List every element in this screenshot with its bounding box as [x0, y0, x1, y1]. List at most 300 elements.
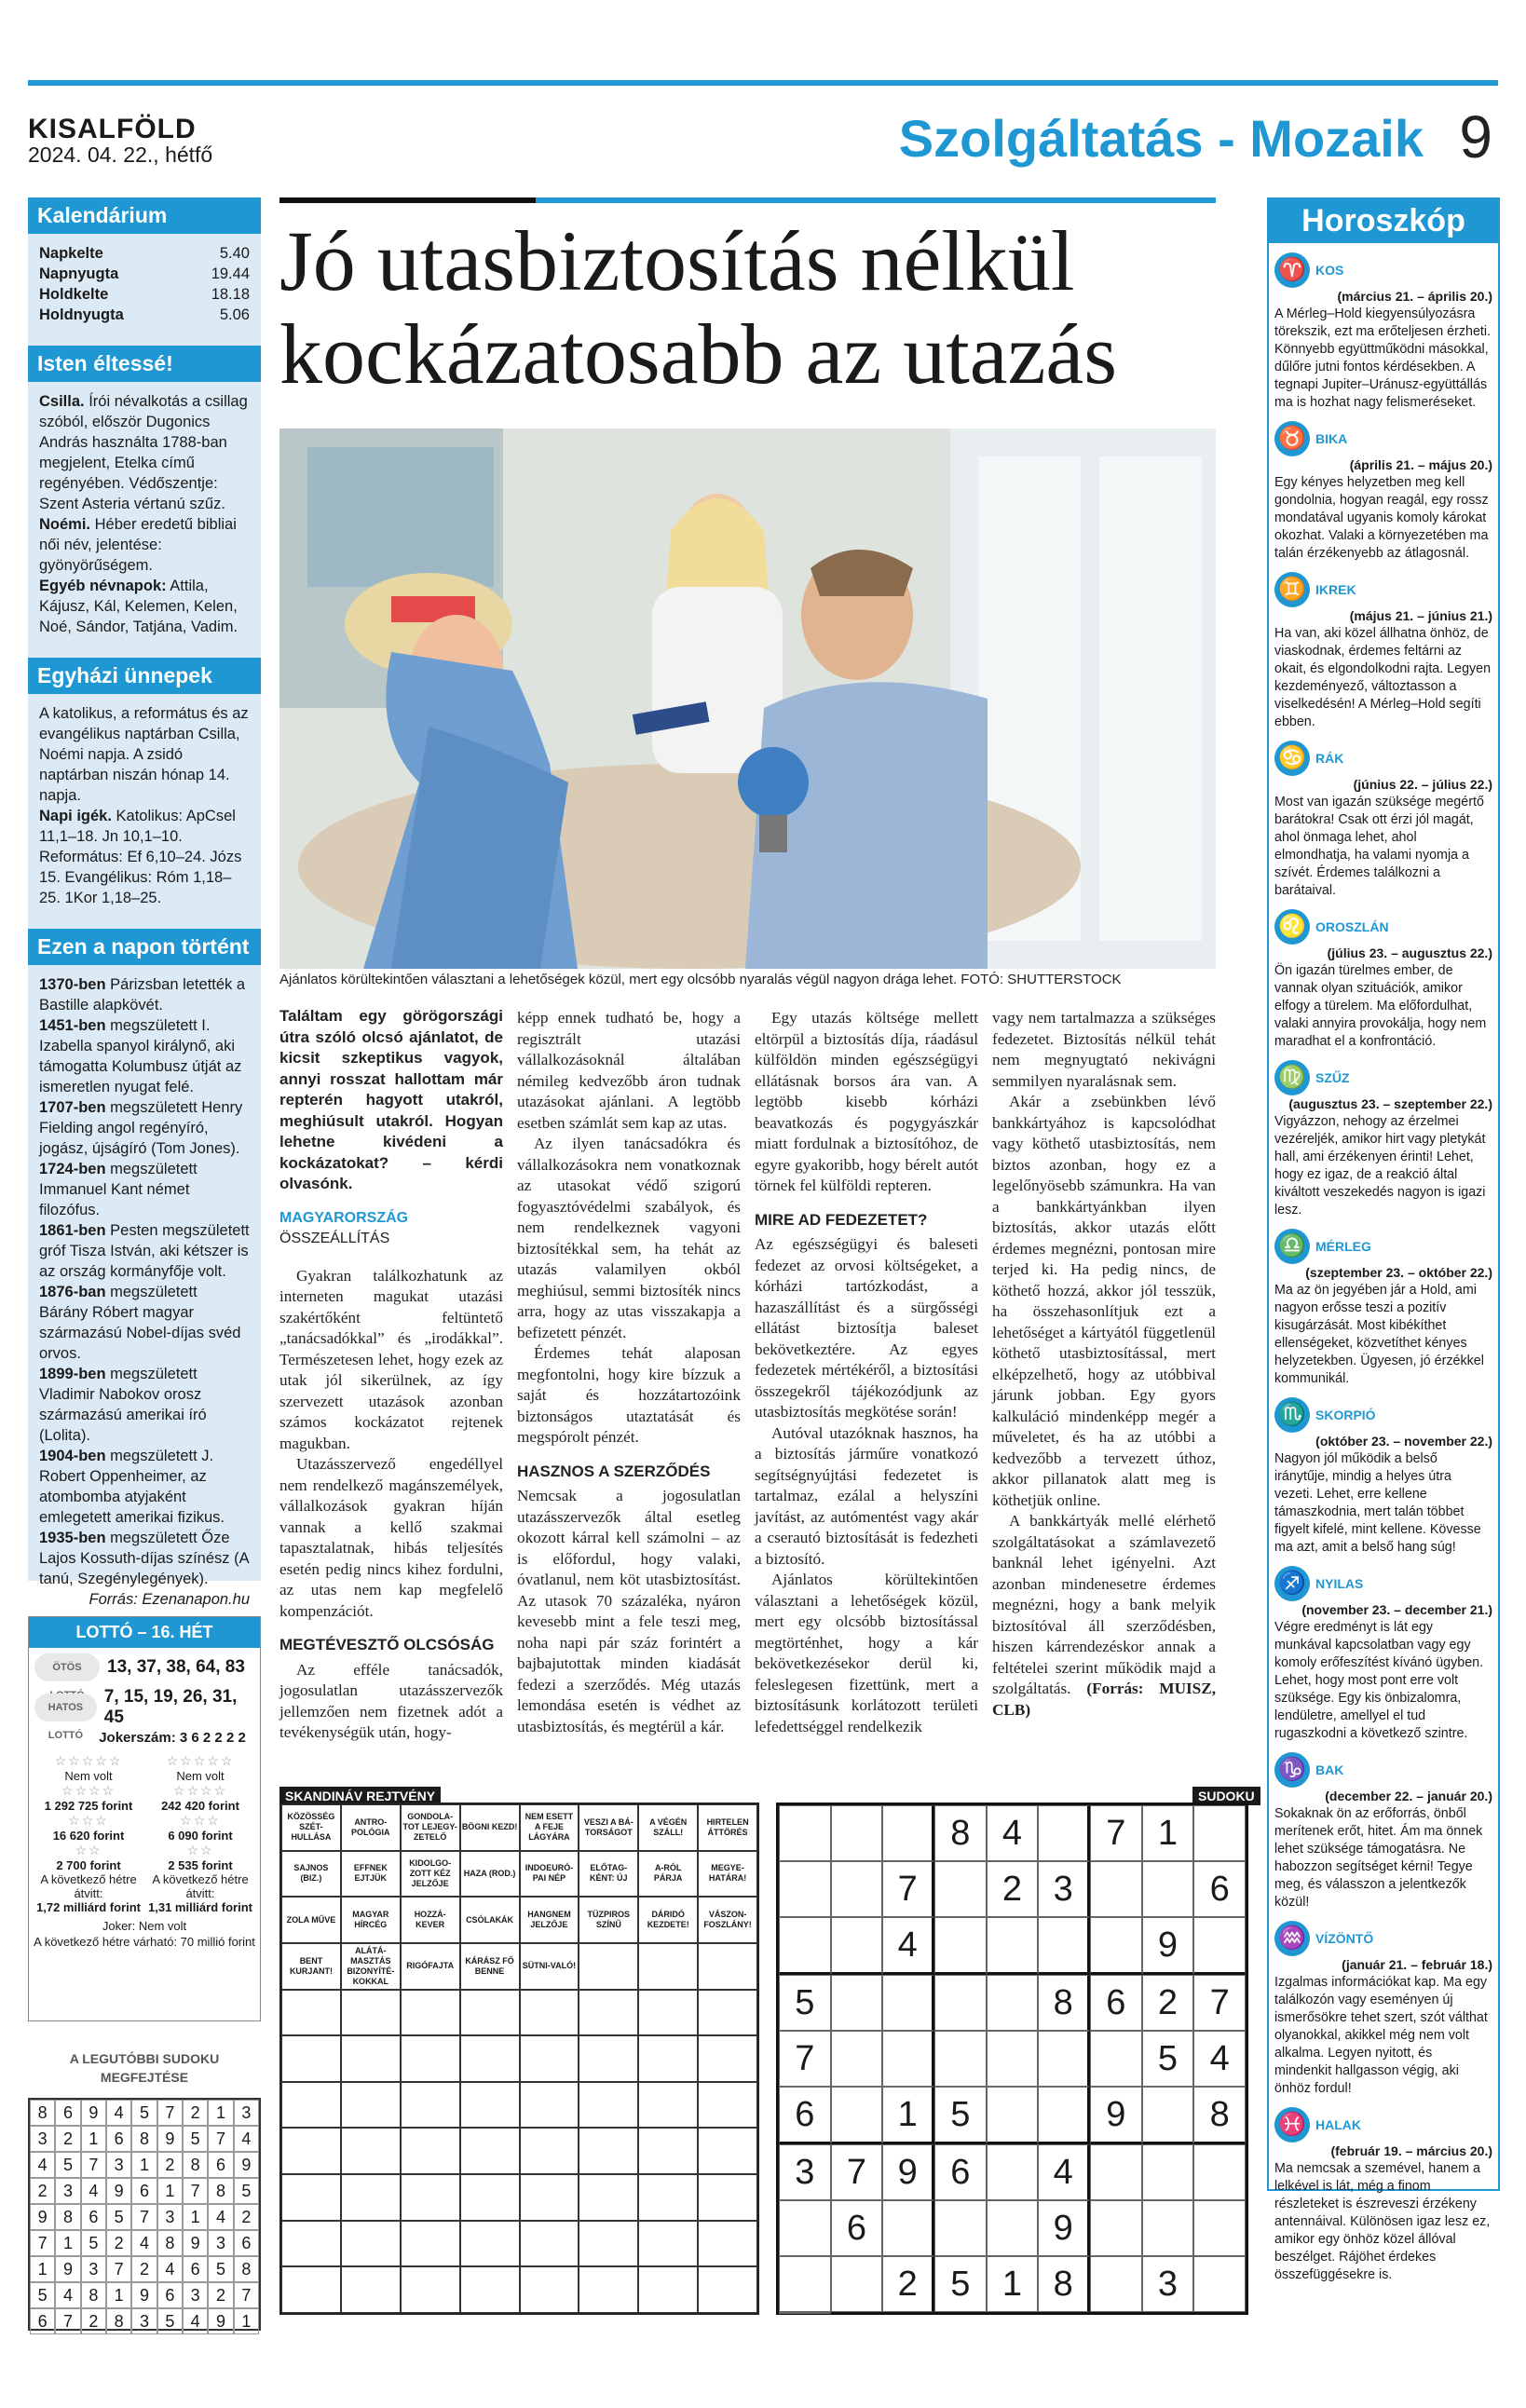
sudoku-cell[interactable]: 6: [1193, 1861, 1246, 1917]
sudoku-cell[interactable]: [831, 2087, 883, 2144]
crossword-cell[interactable]: [638, 2221, 698, 2267]
sudoku-cell[interactable]: [1193, 1805, 1246, 1861]
crossword-cell[interactable]: [460, 2035, 520, 2082]
joker-result: Joker: Nem volt: [102, 1919, 187, 1933]
solution-cell: 5: [106, 2204, 131, 2230]
sign-name: BAK: [1315, 1762, 1344, 1777]
horoscope-sign: [1269, 243, 1498, 412]
hatos-row: HATOS LOTTÓ 7, 15, 19, 26, 31, 45: [29, 1681, 260, 1728]
sudoku-cell[interactable]: 4: [882, 1917, 934, 1975]
crossword-cell[interactable]: [341, 2221, 401, 2267]
solution-cell: 9: [157, 2126, 183, 2152]
crossword-clue: SÜTNI-VALÓ!: [520, 1943, 579, 1990]
solution-cell: 8: [183, 2152, 208, 2178]
solution-cell: 9: [55, 2256, 80, 2282]
calendar-header: Kalendárium: [28, 197, 261, 234]
sign-name: BIKA: [1315, 431, 1348, 446]
solution-cell: 6: [55, 2100, 80, 2126]
sudoku-cell[interactable]: [1090, 1917, 1142, 1975]
star-icon: ☆☆: [186, 1843, 214, 1857]
solution-cell: 9: [81, 2100, 106, 2126]
solution-cell: 4: [106, 2100, 131, 2126]
sudoku-cell[interactable]: [779, 1861, 831, 1917]
zodiac-icon: ♏: [1274, 1397, 1310, 1433]
sudoku-cell[interactable]: 1: [1142, 1805, 1194, 1861]
history-item: 1876-ban megszületett Bárány Róbert magyar származású Nobel-díjas svéd orvos.: [39, 1284, 241, 1362]
crossword-cell[interactable]: [401, 1990, 460, 2036]
sudoku-cell[interactable]: [1038, 1805, 1090, 1861]
crossword-cell[interactable]: [460, 2221, 520, 2267]
sudoku-cell[interactable]: [779, 1805, 831, 1861]
sudoku-cell[interactable]: 6: [934, 2144, 987, 2200]
sign-date: (április 21. – május 20.): [1349, 457, 1492, 472]
solution-cell: 8: [106, 2308, 131, 2334]
sudoku-cell[interactable]: [779, 1917, 831, 1975]
sudoku-cell[interactable]: 3: [1038, 1861, 1090, 1917]
sudoku-cell[interactable]: 9: [882, 2144, 934, 2200]
crossword-clue: HIRTELEN ÁTTÖRÉS: [698, 1804, 757, 1851]
sudoku-cell[interactable]: 5: [1142, 2031, 1194, 2087]
solution-cell: 7: [157, 2100, 183, 2126]
crossword-cell[interactable]: [698, 2174, 757, 2221]
sudoku-cell[interactable]: 7: [1193, 1975, 1246, 2031]
crossword-cell[interactable]: [281, 2221, 341, 2267]
crossword-cell[interactable]: [579, 2221, 638, 2267]
solution-cell: 7: [81, 2152, 106, 2178]
sudoku-grid: [776, 1803, 1248, 2315]
sign-date: (szeptember 23. – október 22.): [1305, 1265, 1492, 1280]
sudoku-cell[interactable]: [1038, 2087, 1090, 2144]
crossword-cell[interactable]: [579, 2174, 638, 2221]
sudoku-cell[interactable]: [987, 2144, 1039, 2200]
zodiac-icon: ♑: [1274, 1752, 1310, 1788]
crossword-cell[interactable]: [401, 2082, 460, 2129]
crossword-clue: RIGÓFAJTA: [401, 1943, 460, 1990]
sudoku-cell[interactable]: [987, 2200, 1039, 2256]
sudoku-cell[interactable]: [831, 1805, 883, 1861]
crossword-cell[interactable]: [579, 2128, 638, 2174]
crossword-cell[interactable]: [698, 1943, 757, 1990]
solution-cell: 9: [131, 2282, 157, 2308]
solution-cell: 2: [30, 2178, 55, 2204]
crossword-clue: A VÉGÉN SZÁLL!: [638, 1804, 698, 1851]
crossword-cell[interactable]: [579, 2035, 638, 2082]
crossword-cell[interactable]: [341, 2128, 401, 2174]
article-lead: Találtam egy görögországi útra szóló olcsó ajánlatot, de kicsit szkeptikus vagyok, annyi rosszat hallottam már repterén hagyott utakról, meghiúsult utakról. Hogyan lehetne kivédeni a kockázatokat? – kérdi olvasónk.: [279, 1007, 503, 1192]
crossword-cell[interactable]: [520, 1990, 579, 2036]
solution-cell: 5: [131, 2100, 157, 2126]
crossword-cell[interactable]: [579, 2082, 638, 2129]
crossword-clue: ANTRO-POLÓGIA: [341, 1804, 401, 1851]
star-icon: ☆☆☆☆: [172, 1783, 228, 1798]
crossword-cell[interactable]: [638, 2128, 698, 2174]
crossword-clue: ALÁTÁ-MASZTÁS BIZONYÍTÉ-KOKKAL: [341, 1943, 401, 1990]
sudoku-cell[interactable]: 8: [1193, 2087, 1246, 2144]
horoscope-sign: [1269, 1219, 1498, 1388]
crossword-clue: NEM ESETT A FEJE LÁGYÁRA: [520, 1804, 579, 1851]
zodiac-icon: ♓: [1274, 2107, 1310, 2143]
solution-cell: 9: [106, 2178, 131, 2204]
sudoku-cell[interactable]: 7: [882, 1861, 934, 1917]
sudoku-cell[interactable]: 9: [1142, 1917, 1194, 1975]
sudoku-cell[interactable]: [1193, 2200, 1246, 2256]
crossword-clue: VESZI A BÁ-TORSÁGOT: [579, 1804, 638, 1851]
solution-cell: 5: [81, 2230, 106, 2256]
sign-name: MÉRLEG: [1315, 1239, 1371, 1254]
crossword-clue: ZOLA MŰVE: [281, 1897, 341, 1943]
sudoku-cell[interactable]: [934, 2200, 987, 2256]
sudoku-cell[interactable]: [1193, 2144, 1246, 2200]
horoscope-sign: [1269, 1051, 1498, 1219]
crossword-cell[interactable]: [460, 2266, 520, 2313]
crossword-cell[interactable]: [638, 1943, 698, 1990]
crossword-cell[interactable]: [401, 2128, 460, 2174]
sudoku-cell[interactable]: [1193, 1917, 1246, 1975]
sudoku-cell[interactable]: [1142, 1861, 1194, 1917]
crossword-cell[interactable]: [401, 2035, 460, 2082]
solution-cell: 3: [208, 2230, 233, 2256]
sign-name: SZŰZ: [1315, 1070, 1350, 1085]
sign-date: (június 22. – július 22.): [1353, 777, 1492, 792]
solution-cell: 1: [131, 2152, 157, 2178]
sign-date: (február 19. – március 20.): [1330, 2143, 1492, 2158]
history-item: 1451-ben megszületett I. Izabella spanyol királynő, aki támogatta Kolumbusz útját az ismeretlen nyugat felé.: [39, 1017, 242, 1095]
crossword-cell[interactable]: [520, 2035, 579, 2082]
sudoku-cell[interactable]: 7: [831, 2144, 883, 2200]
lotto-prizes: ☆☆☆☆☆ Nem volt ☆☆☆☆ 1 292 725 forint ☆☆☆ 16 620 forint ☆☆ 2 700 forint A következő hétre átvitt: 1,72 milliárd forint ☆☆☆☆☆ Nem volt ☆☆☆☆ 242 420 forint ☆☆☆ 6 090 forint ☆☆ 2 535 forint A következő hétre átvitt: 1,31 milliárd forint: [36, 1753, 252, 1914]
solution-cell: 7: [234, 2282, 259, 2308]
sudoku-cell[interactable]: [1193, 2256, 1246, 2312]
crossword-cell[interactable]: [520, 2266, 579, 2313]
sudoku-cell[interactable]: 1: [987, 2256, 1039, 2312]
solution-cell: 6: [81, 2204, 106, 2230]
crossword-cell[interactable]: [638, 2266, 698, 2313]
solution-cell: 3: [183, 2282, 208, 2308]
crossword-cell[interactable]: [520, 2221, 579, 2267]
solution-cell: 7: [55, 2308, 80, 2334]
solution-cell: 5: [157, 2308, 183, 2334]
top-rule: [28, 80, 1498, 86]
crossword-cell[interactable]: [460, 2128, 520, 2174]
solution-cell: 4: [234, 2126, 259, 2152]
crossword-cell[interactable]: [281, 2174, 341, 2221]
horoscope-box: [1267, 197, 1500, 2282]
solution-cell: 6: [183, 2256, 208, 2282]
zodiac-icon: ♉: [1274, 421, 1310, 456]
sudoku-cell[interactable]: 8: [934, 1805, 987, 1861]
crossword-cell[interactable]: [401, 2266, 460, 2313]
sudoku-cell[interactable]: 4: [1193, 2031, 1246, 2087]
crossword-cell[interactable]: [281, 1990, 341, 2036]
horoscope-sign: [1269, 1388, 1498, 1557]
crossword-clue: GONDOLA-TOT LEJEGY-ZETELŐ: [401, 1804, 460, 1851]
crossword-clue: CSÓLAKÁK: [460, 1897, 520, 1943]
crossword-cell[interactable]: [281, 2082, 341, 2129]
solution-cell: 4: [183, 2308, 208, 2334]
sudoku-cell[interactable]: [1142, 2144, 1194, 2200]
photo-caption: Ajánlatos körültekintően választani a lehetőségek közül, mert egy olcsóbb nyaralás végül nagyon drága lehet. FOTÓ: SHUTTERSTOCK: [279, 972, 1122, 987]
history-item: 1935-ben megszületett Őze Lajos Kossuth-díjas színész (A tanú, Szegénylegények).: [39, 1530, 249, 1587]
names-box: Csilla. Írói névalkotás a csillag szóból, először Dugonics András használta 1788-ban megjelent, Etelka című regényében. Védőszentje: Szent Asteria vértanú szűz. Noémi. Héber eredetű bibliai női név, jelentése: gyönyörűségem. Egyéb névnapok: Attila, Kájusz, Kál, Kelemen, Kelen, Noé, Sándor, Tatjána, Vadim.: [39, 393, 248, 635]
solution-cell: 7: [208, 2126, 233, 2152]
solution-cell: 7: [183, 2178, 208, 2204]
crossword-cell[interactable]: [520, 2128, 579, 2174]
solution-cell: 5: [183, 2126, 208, 2152]
subhead: MIRE AD FEDEZETET?: [755, 1210, 928, 1229]
crossword-cell[interactable]: [698, 2221, 757, 2267]
sudoku-cell[interactable]: [1090, 2144, 1142, 2200]
crossword-clue: HANGNEM JELZŐJE: [520, 1897, 579, 1943]
sudoku-cell[interactable]: 7: [779, 2031, 831, 2087]
crossword-clue: SAJNOS (BIZ.): [281, 1851, 341, 1898]
sudoku-cell[interactable]: 8: [1038, 2256, 1090, 2312]
sign-name: NYILAS: [1315, 1576, 1364, 1591]
solution-cell: 4: [81, 2178, 106, 2204]
crossword-grid: [279, 1803, 759, 2315]
zodiac-icon: ♈: [1274, 252, 1310, 288]
sign-date: (július 23. – augusztus 22.): [1327, 946, 1492, 960]
sign-name: OROSZLÁN: [1315, 919, 1389, 934]
solution-cell: 2: [55, 2126, 80, 2152]
star-icon: ☆☆: [75, 1843, 102, 1857]
sign-text: Ön igazán türelmes ember, de vannak olyan szituációk, amikor elfogy a türelem. Ma előfordulhat, valaki annyira provokálja, hogy nem maradhat el a konfrontáció.: [1274, 963, 1487, 1049]
lotto-header: LOTTÓ – 16. HÉT: [29, 1617, 260, 1648]
solution-cell: 7: [131, 2204, 157, 2230]
star-icon: ☆☆☆☆☆: [54, 1753, 123, 1768]
history-item: 1707-ben megszületett Henry Fielding angol regényíró, jogász, újságíró (Tom Jones).: [39, 1099, 243, 1157]
solution-cell: 2: [81, 2308, 106, 2334]
sudoku-cell[interactable]: 8: [1038, 1975, 1090, 2031]
star-icon: ☆☆☆: [180, 1813, 221, 1828]
crossword-cell[interactable]: [520, 2174, 579, 2221]
solution-cell: 5: [208, 2256, 233, 2282]
crossword-clue: KIDOLGO-ZOTT KÉZ JELZŐJE: [401, 1851, 460, 1898]
solution-cell: 8: [157, 2230, 183, 2256]
newspaper-brand: KISALFÖLD: [28, 114, 197, 144]
sudoku-cell[interactable]: 6: [1090, 1975, 1142, 2031]
sign-name: VÍZÖNTŐ: [1315, 1931, 1374, 1946]
crossword-cell[interactable]: [698, 1990, 757, 2036]
sudoku-cell[interactable]: [1090, 1861, 1142, 1917]
calendar-row: Napkelte 5.40: [39, 245, 250, 262]
issue-date: 2024. 04. 22., hétfő: [28, 143, 213, 167]
sudoku-cell[interactable]: 9: [1090, 2087, 1142, 2144]
sudoku-cell[interactable]: 7: [1090, 1805, 1142, 1861]
sign-date: (november 23. – december 21.): [1301, 1602, 1492, 1617]
sudoku-cell[interactable]: [882, 1975, 934, 2031]
crossword-cell[interactable]: [638, 2174, 698, 2221]
solution-cell: 9: [234, 2152, 259, 2178]
lotto-box: [28, 1616, 261, 2021]
sign-text: A Mérleg–Hold kiegyensúlyozásra törekszik, ezt ma erőteljesen érzheti. Könnyebb együttműködni másokkal, dűlőre jutni fontos kérdésekben. A tegnapi Jupiter–Uránusz-együttállás ma is hozhat nagy felismeréseket.: [1274, 306, 1492, 410]
sudoku-cell[interactable]: [831, 1861, 883, 1917]
crossword-clue: DÁRIDÓ KEZDETE!: [638, 1897, 698, 1943]
solution-cell: 3: [55, 2178, 80, 2204]
solution-cell: 1: [30, 2256, 55, 2282]
sudoku-cell[interactable]: 1: [882, 2087, 934, 2144]
sudoku-cell[interactable]: 3: [1142, 2256, 1194, 2312]
crossword-cell[interactable]: [341, 2266, 401, 2313]
sudoku-cell[interactable]: [1090, 2256, 1142, 2312]
sudoku-cell[interactable]: [1038, 2031, 1090, 2087]
sudoku-cell[interactable]: [934, 1917, 987, 1975]
solution-cell: 1: [183, 2204, 208, 2230]
crossword-cell[interactable]: [579, 1943, 638, 1990]
history-item: 1724-ben megszületett Immanuel Kant német filozófus.: [39, 1161, 198, 1218]
solution-cell: 1: [208, 2100, 233, 2126]
sign-text: Végre eredményt is lát egy munkával kapcsolatban vagy egy komoly erőfeszítést kívánó ügyben. Lehet, hogy most pont erre volt szüksége. Egy kis önbizalomra, lendületre, amellyel el tud rugaszkodni a következő szintre.: [1274, 1620, 1484, 1741]
horoscope-header: Horoszkóp: [1269, 199, 1498, 243]
star-icon: ☆☆☆: [68, 1813, 109, 1828]
zodiac-icon: ♐: [1274, 1566, 1310, 1601]
sudoku-cell[interactable]: [831, 1975, 883, 2031]
solution-cell: 9: [183, 2230, 208, 2256]
solution-cell: 1: [106, 2282, 131, 2308]
horoscope-sign: [1269, 563, 1498, 731]
sudoku-cell[interactable]: [882, 1805, 934, 1861]
solution-cell: 8: [30, 2100, 55, 2126]
crossword-cell[interactable]: [638, 2082, 698, 2129]
solution-cell: 2: [106, 2230, 131, 2256]
sudoku-cell[interactable]: [1090, 2031, 1142, 2087]
crossword-cell[interactable]: [281, 2266, 341, 2313]
crossword-clue: KÁRÁSZ FŐ BENNE: [460, 1943, 520, 1990]
solution-cell: 4: [208, 2204, 233, 2230]
zodiac-icon: ♌: [1274, 909, 1310, 945]
calendar-row: Holdnyugta 5.06: [39, 306, 250, 323]
solution-cell: 2: [157, 2152, 183, 2178]
solution-cell: 2: [234, 2204, 259, 2230]
sudoku-cell[interactable]: [779, 2312, 831, 2314]
solution-cell: 6: [106, 2126, 131, 2152]
sign-text: Sokaknak ön az erőforrás, önből merítenek erőt, hitet. Ám ma önnek lehet szüksége támogatásra. Ne habozzon segítséget kérni! Tegye meg, és válasszon a jelentkezők közül!: [1274, 1806, 1483, 1910]
crossword-cell[interactable]: [698, 2082, 757, 2129]
sudoku-cell[interactable]: [831, 1917, 883, 1975]
sudoku-cell[interactable]: [831, 2031, 883, 2087]
crossword-cell[interactable]: [341, 2035, 401, 2082]
crossword-cell[interactable]: [341, 2174, 401, 2221]
sudoku-cell[interactable]: [779, 2256, 831, 2312]
solution-cell: 3: [81, 2256, 106, 2282]
crossword-cell[interactable]: [281, 2128, 341, 2174]
sign-text: Nagyon jól működik a belső iránytűje, mindig a helyes útra vezeti. Lehet, erre kellene támaszkodnia, mert talán többet figyelt kifelé, mint kellene. Kövesse ma azt, amit a belső hang súg!: [1274, 1451, 1481, 1555]
sudoku-solution-grid: [28, 2098, 261, 2331]
solution-cell: 1: [55, 2230, 80, 2256]
church-header: Egyházi ünnepek: [28, 658, 261, 694]
skandi-title: SKANDINÁV REJTVÉNY: [279, 1787, 441, 1805]
crossword-cell[interactable]: [698, 2266, 757, 2313]
sign-date: (január 21. – február 18.): [1342, 1957, 1492, 1972]
crossword-cell[interactable]: [638, 2035, 698, 2082]
crossword-cell[interactable]: [638, 1990, 698, 2036]
sudoku-cell[interactable]: [1142, 2087, 1194, 2144]
sudoku-cell[interactable]: 5: [779, 1975, 831, 2031]
sign-text: Ma az ön jegyében jár a Hold, ami nagyon erősse teszi a pozitív kisugárzását. Most kibékíthet ellenségeket, közvetíthet kényes helyzetekben. Ügyesen, jó érzékkel kommunikál.: [1274, 1283, 1484, 1386]
crossword-cell[interactable]: [341, 2082, 401, 2129]
sign-text: Ma nemcsak a szemével, hanem a lelkével is lát, még a finom részleteket is észreveszi érzékeny antennáival. Különösen igaz lesz ez, amikor egy önhöz közel állóval beszélget. Rájöhet érdekes összefüggésekre is.: [1274, 2161, 1491, 2282]
sudoku-cell[interactable]: [1038, 1917, 1090, 1975]
sign-date: (október 23. – november 22.): [1315, 1434, 1492, 1449]
crossword-clue: HOZZÁ-KEVER: [401, 1897, 460, 1943]
sudoku-cell[interactable]: [934, 1975, 987, 2031]
crossword-cell[interactable]: [281, 2035, 341, 2082]
crossword-cell[interactable]: [698, 2128, 757, 2174]
sudoku-cell[interactable]: 4: [987, 1805, 1039, 1861]
sudoku-cell[interactable]: 4: [1038, 2144, 1090, 2200]
sudoku-cell[interactable]: 6: [831, 2200, 883, 2256]
sign-name: RÁK: [1315, 751, 1344, 766]
history-item: 1861-ben Pesten megszületett gróf Tisza István, aki kétszer is az ország kormányfője volt.: [39, 1222, 250, 1280]
solution-cell: 4: [55, 2282, 80, 2308]
sudoku-cell[interactable]: [987, 1975, 1039, 2031]
sudoku-cell[interactable]: [831, 2256, 883, 2312]
crossword-cell[interactable]: [460, 2174, 520, 2221]
horoscope-sign: [1269, 731, 1498, 900]
sudoku-cell[interactable]: 2: [987, 1861, 1039, 1917]
sudoku-cell[interactable]: [987, 2031, 1039, 2087]
solution-cell: 1: [157, 2178, 183, 2204]
sudoku-cell[interactable]: 2: [1142, 1975, 1194, 2031]
crossword-cell[interactable]: [579, 1990, 638, 2036]
sudoku-cell[interactable]: [1142, 2200, 1194, 2256]
sudoku-cell[interactable]: [987, 1917, 1039, 1975]
crossword-cell[interactable]: [520, 2082, 579, 2129]
sudoku-cell[interactable]: 3: [779, 2144, 831, 2200]
crossword-clue: BÖGNI KEZD!: [460, 1804, 520, 1851]
crossword-clue: MAGYAR HÍRCÉG: [341, 1897, 401, 1943]
sudoku-cell[interactable]: 5: [934, 2087, 987, 2144]
crossword-cell[interactable]: [460, 2082, 520, 2129]
solution-cell: 3: [157, 2204, 183, 2230]
sudoku-cell[interactable]: 9: [1038, 2200, 1090, 2256]
solution-cell: 1: [234, 2308, 259, 2334]
horoscope-sign: [1269, 1911, 1498, 2098]
zodiac-icon: ♋: [1274, 741, 1310, 776]
solution-cell: 2: [131, 2256, 157, 2282]
crossword-clue: INDOEURÓ-PAI NÉP: [520, 1851, 579, 1898]
zodiac-icon: ♍: [1274, 1060, 1310, 1095]
crossword-cell[interactable]: [401, 2174, 460, 2221]
sudoku-cell[interactable]: [934, 2031, 987, 2087]
crossword-clue: BENT KURJANT!: [281, 1943, 341, 1990]
sudoku-cell[interactable]: 2: [882, 2256, 934, 2312]
crossword-cell[interactable]: [460, 1990, 520, 2036]
sign-text: Most van igazán szüksége megértő barátokra! Csak ott érzi jól magát, ahol önmaga lehet, ahol elmondhatja, ha valami nyomja a szívét. Érdemes találkozni a barátaival.: [1274, 795, 1484, 898]
sudoku-cell[interactable]: [779, 2200, 831, 2256]
crossword-cell[interactable]: [341, 1990, 401, 2036]
solution-cell: 7: [106, 2256, 131, 2282]
crossword-cell[interactable]: [698, 2035, 757, 2082]
sign-text: Vigyázzon, nehogy az érzelmei vezéreljék, amikor hirt vagy pletykát hall, ami érzékenyen érinti! Lehet, hogy ez igaz, de a reakció által kiváltott veszekedés nagyon is igazi lesz.: [1274, 1114, 1486, 1218]
crossword-clue: KÖZÖSSÉG SZÉT-HULLÁSA: [281, 1804, 341, 1851]
crossword-cell[interactable]: [401, 2221, 460, 2267]
zodiac-icon: ♎: [1274, 1229, 1310, 1264]
calendar-row: Holdkelte 18.18: [39, 286, 250, 303]
sudoku-cell[interactable]: 6: [779, 2087, 831, 2144]
sudoku-solution-title: A LEGUTÓBBI SUDOKU MEGFEJTÉSE: [69, 2051, 220, 2085]
crossword-cell[interactable]: [579, 2266, 638, 2313]
horoscope-sign: [1269, 900, 1498, 1051]
sudoku-cell[interactable]: 5: [934, 2256, 987, 2312]
sudoku-cell[interactable]: [882, 2031, 934, 2087]
sudoku-cell[interactable]: [987, 2087, 1039, 2144]
sudoku-cell[interactable]: [934, 1861, 987, 1917]
crossword-clue: TÜZPIROS SZÍNŰ: [579, 1897, 638, 1943]
sudoku-cell[interactable]: [1090, 2200, 1142, 2256]
hatos-lotto-logo: HATOS LOTTÓ: [34, 1694, 97, 1721]
sudoku-cell[interactable]: [882, 2200, 934, 2256]
solution-cell: 8: [234, 2256, 259, 2282]
